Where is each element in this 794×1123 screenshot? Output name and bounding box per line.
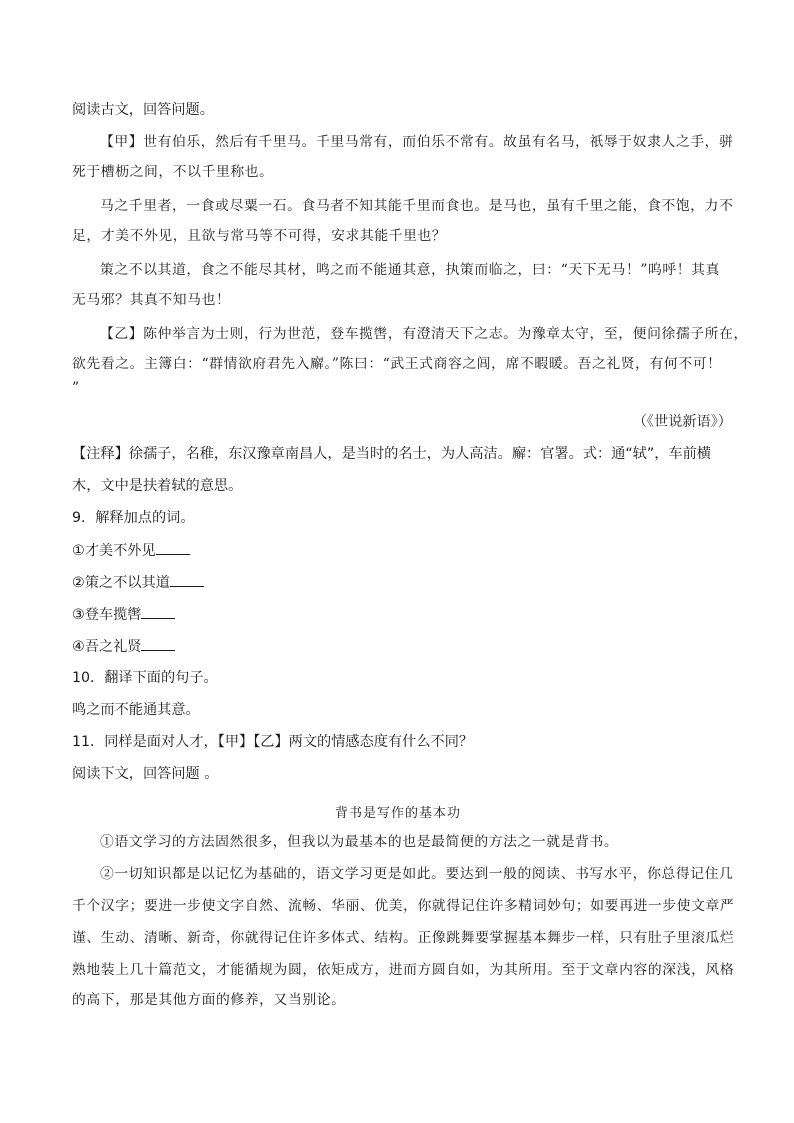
article-paragraph-2-line-5: 的高下，那是其他方面的修养，又当别论。 xyxy=(72,992,346,1008)
yi-paragraph-line-3: ” xyxy=(72,380,80,396)
article-paragraph-2-line-2: 千个汉字；要进一步使文字自然、流畅、华丽、优美，你就得记住许多精词妙句；如要再进一步使文章严 xyxy=(72,898,735,914)
question-9-item-3-text: ③登车揽辔 xyxy=(72,607,142,623)
yi-paragraph-line-1: 【乙】陈仲举言为士则，行为世范，登车揽辔，有澄清天下之志。为豫章太守，至，便问徐孺子所在， xyxy=(100,326,748,342)
jia-paragraph-2-line-1: 马之千里者，一食或尽粟一石。食马者不知其能千里而食也。是马也，虽有千里之能，食不饱，力不 xyxy=(100,198,734,214)
jia-paragraph-3-line-1: 策之不以其道，食之不能尽其材，鸣之而不能通其意，执策而临之，曰：“天下无马！”呜呼！其真 xyxy=(100,262,720,278)
article-title: 背书是写作的基本功 xyxy=(334,806,461,821)
question-9-item-3 xyxy=(72,604,175,625)
question-11: 11．同样是面对人才，【甲】【乙】两文的情感态度有什么不同？ xyxy=(72,734,474,750)
reading2-intro: 阅读下文，回答问题 。 xyxy=(72,766,219,782)
reading1-intro: 阅读古文，回答问题。 xyxy=(72,102,214,118)
jia-paragraph-1-line-1: 【甲】世有伯乐，然后有千里马。千里马常有，而伯乐不常有。故虽有名马，祇辱于奴隶人之手，骈 xyxy=(100,134,734,150)
article-paragraph-2-line-3: 谨、生动、清晰、新奇，你就得记住许多体式、结构。正像跳舞要掌握基本舞步一样，只有肚子里滚瓜烂 xyxy=(72,930,735,946)
jia-paragraph-2-line-2: 足，才美不外见，且欲与常马等不可得，安求其能千里也？ xyxy=(72,228,447,244)
jia-paragraph-3-line-2: 无马邪？其真不知马也！ xyxy=(72,292,231,308)
question-9: 9．解释加点的词。 xyxy=(72,510,195,526)
answer-blank-3[interactable] xyxy=(141,604,175,619)
yi-paragraph-line-2: 欲先看之。主簿白：“群情欲府君先入廨。”陈曰：“武王式商容之闾，席不暇暖。吾之礼贤，有何不可！ xyxy=(72,356,722,372)
question-9-item-1 xyxy=(72,540,190,561)
answer-blank-4[interactable] xyxy=(141,636,175,651)
answer-blank-1[interactable] xyxy=(156,540,190,555)
answer-blank-2[interactable] xyxy=(170,572,204,587)
question-10-sentence: 鸣之而不能通其意。 xyxy=(72,702,200,718)
question-9-item-4-text: ④吾之礼贤 xyxy=(72,639,142,655)
source-citation: （《世说新语》） xyxy=(632,414,732,430)
article-paragraph-2-line-4: 熟地装上几十篇范文，才能循规为圆，依矩成方，进而方圆自如，为其所用。至于文章内容的深浅，风格 xyxy=(72,962,735,978)
question-9-item-2 xyxy=(72,572,204,593)
question-10: 10．翻译下面的句子。 xyxy=(72,670,218,686)
question-9-item-4 xyxy=(72,636,175,657)
article-paragraph-1: ①语文学习的方法固然很多，但我以为最基本的也是最简便的方法之一就是背书。 xyxy=(100,834,619,850)
question-9-item-1-text: ①才美不外见 xyxy=(72,543,156,559)
article-paragraph-2-line-1: ②一切知识都是以记忆为基础的，语文学习更是如此。要达到一般的阅读、书写水平，你总得记住几 xyxy=(100,866,734,882)
note-line-1: 【注释】徐孺子，名稚，东汉豫章南昌人，是当时的名士，为人高洁。廨：官署。式：通“轼”，车前横 xyxy=(72,446,711,462)
note-line-2: 木，文中是扶着轼的意思。 xyxy=(72,478,243,494)
jia-paragraph-1-line-2: 死于槽枥之间，不以千里称也。 xyxy=(72,164,274,180)
question-9-item-2-text: ②策之不以其道 xyxy=(72,575,170,591)
